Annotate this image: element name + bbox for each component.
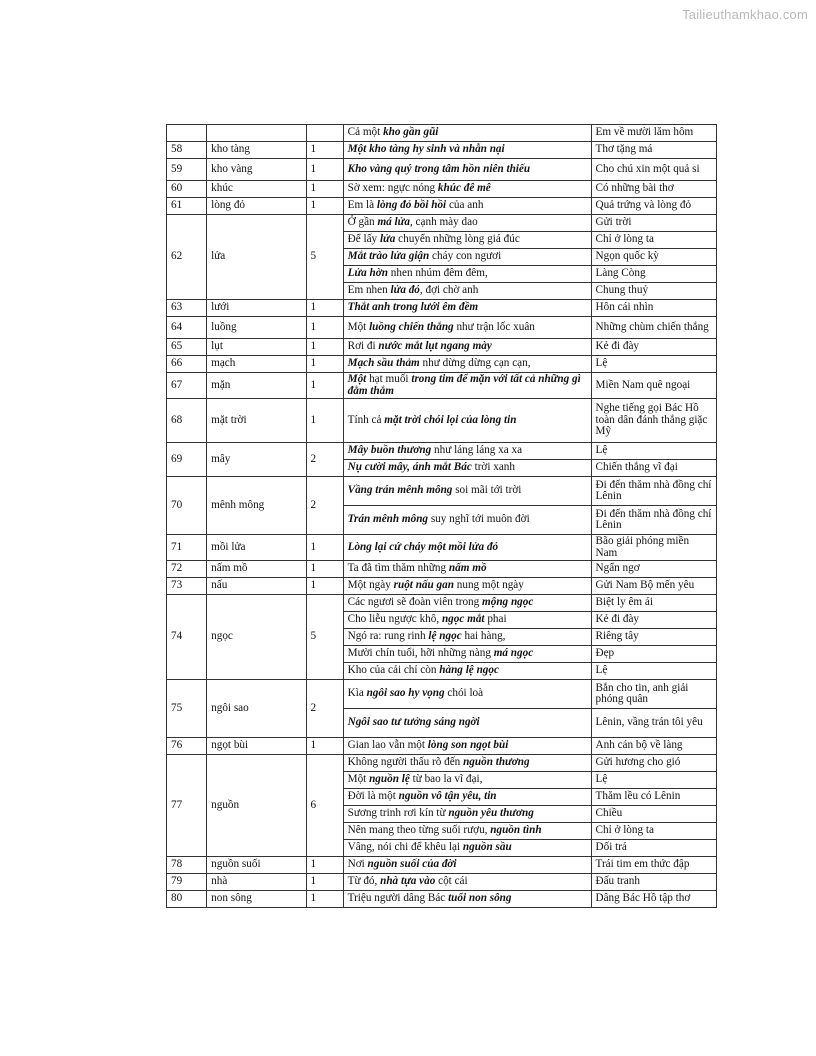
- highlight-phrase: nấm mồ: [448, 562, 487, 575]
- highlight-phrase: Một kho tàng hy sinh và nhẫn nại: [347, 143, 505, 156]
- table-row: [167, 215, 717, 232]
- entry-word: lưới: [207, 300, 306, 317]
- verse-context: Đời là một nguồn vô tận yêu, tin: [343, 789, 591, 806]
- entry-number: 71: [167, 535, 207, 561]
- entry-count: 1: [306, 373, 343, 399]
- entry-count: 2: [306, 477, 343, 535]
- table-row: [167, 356, 717, 373]
- poem-title: Lệ: [591, 772, 716, 789]
- entry-count: 1: [306, 561, 343, 578]
- highlight-phrase: mặt trời chói lọi của lòng tin: [384, 413, 517, 426]
- highlight-phrase: Vầng trán mênh mông: [347, 484, 453, 497]
- entry-number: 68: [167, 399, 207, 443]
- highlight-phrase: Ngôi sao tư tưởng sáng ngời: [347, 716, 480, 729]
- verse-context: Ở gần má lửa, cạnh mày dao: [343, 215, 591, 232]
- entry-count: [306, 125, 343, 142]
- verse-context: Nụ cười mây, ánh mắt Bác trời xanh: [343, 460, 591, 477]
- verse-context: [343, 709, 591, 738]
- highlight-phrase: lòng son ngọt bùi: [427, 739, 509, 752]
- entry-number: [167, 125, 207, 142]
- highlight-phrase: mộng ngọc: [482, 596, 534, 609]
- entry-number: 75: [167, 680, 207, 738]
- table-row: [167, 373, 717, 399]
- verse-context: Một ngày ruột nấu gan nung một ngày: [343, 578, 591, 595]
- entry-number: 63: [167, 300, 207, 317]
- table-row: [167, 142, 717, 159]
- entry-count: 1: [306, 857, 343, 874]
- entry-word: non sông: [207, 891, 306, 908]
- poem-title: Thơ tặng má: [591, 142, 716, 159]
- entry-count: 2: [306, 443, 343, 477]
- entry-word: luồng: [207, 317, 306, 339]
- highlight-phrase: lửa: [379, 233, 396, 246]
- highlight-phrase: Thắt anh trong lưới êm đềm: [347, 301, 479, 314]
- poem-title: Anh cán bộ về làng: [591, 738, 716, 755]
- poem-title: Gửi Nam Bộ mến yêu: [591, 578, 716, 595]
- entry-number: 79: [167, 874, 207, 891]
- verse-context: [343, 535, 591, 561]
- highlight-phrase: lòng đỏ bồi hồi: [376, 199, 447, 212]
- entry-number: 70: [167, 477, 207, 535]
- poem-title: Đẹp: [591, 646, 716, 663]
- verse-context: Kho của cải chỉ còn hàng lệ ngọc: [343, 663, 591, 680]
- entry-number: 80: [167, 891, 207, 908]
- highlight-phrase: kho gần gũi: [383, 126, 439, 139]
- entry-number: 59: [167, 159, 207, 181]
- poem-title: Dâng Bác Hồ tập thơ: [591, 891, 716, 908]
- table-row: [167, 738, 717, 755]
- table-row: [167, 755, 717, 772]
- poem-title: Chiều: [591, 806, 716, 823]
- table-row: [167, 561, 717, 578]
- entry-word: khúc: [207, 181, 306, 198]
- entry-count: 1: [306, 399, 343, 443]
- word-table: [166, 124, 717, 908]
- entry-word: nguồn suối: [207, 857, 306, 874]
- verse-context: Trán mênh mông suy nghĩ tới muôn đời: [343, 506, 591, 535]
- verse-context: Gian lao vẫn một lòng son ngọt bùi: [343, 738, 591, 755]
- verse-context: Rơi đi nước mắt lụt ngang mày: [343, 339, 591, 356]
- entry-count: 1: [306, 738, 343, 755]
- entry-count: 1: [306, 300, 343, 317]
- highlight-phrase: Kho vàng quý trong tâm hồn niên thiếu: [347, 162, 531, 175]
- entry-number: 77: [167, 755, 207, 857]
- verse-context: Mạch sầu thảm như dừng dừng cạn cạn,: [343, 356, 591, 373]
- verse-context: Để lấy lửa chuyển những lòng giá đúc: [343, 232, 591, 249]
- entry-word: nấu: [207, 578, 306, 595]
- verse-context: Em là lòng đỏ bồi hồi của anh: [343, 198, 591, 215]
- highlight-phrase: luồng chiến thắng: [369, 320, 454, 333]
- table-row: [167, 857, 717, 874]
- verse-context: Mây buồn thương như láng láng xa xa: [343, 443, 591, 460]
- entry-number: 67: [167, 373, 207, 399]
- verse-context: Các ngươi sẽ đoàn viên trong mộng ngọc: [343, 595, 591, 612]
- entry-word: kho vàng: [207, 159, 306, 181]
- entry-word: lòng đỏ: [207, 198, 306, 215]
- highlight-phrase: nhà tựa vào: [380, 875, 436, 888]
- verse-context: Ta đã tìm thăm những nấm mồ: [343, 561, 591, 578]
- highlight-phrase: Lòng lại cứ cháy một mồi lửa đỏ: [347, 540, 499, 553]
- poem-title: Em về mười lăm hôm: [591, 125, 716, 142]
- table-row: [167, 159, 717, 181]
- poem-title: Gửi hương cho gió: [591, 755, 716, 772]
- table-row: [167, 891, 717, 908]
- entry-word: ngọt bùi: [207, 738, 306, 755]
- verse-context: Ngó ra: rung rinh lệ ngọc hai hàng,: [343, 629, 591, 646]
- highlight-phrase: tuổi non sông: [448, 892, 512, 905]
- entry-number: 62: [167, 215, 207, 300]
- table-row: [167, 198, 717, 215]
- highlight-phrase: nước mắt lụt ngang mày: [378, 340, 492, 353]
- entry-number: 66: [167, 356, 207, 373]
- entry-count: 1: [306, 578, 343, 595]
- highlight-phrase: nguồn suối của đời: [367, 858, 457, 871]
- table-row: [167, 300, 717, 317]
- poem-title: Đi đến thăm nhà đồng chí Lênin: [591, 506, 716, 535]
- entry-count: 5: [306, 595, 343, 680]
- verse-context: Em nhen lửa đỏ, đợi chờ anh: [343, 283, 591, 300]
- highlight-phrase: nguồn tình: [490, 824, 542, 837]
- entry-count: 5: [306, 215, 343, 300]
- entry-count: 1: [306, 356, 343, 373]
- table-row: [167, 874, 717, 891]
- verse-context: Một luồng chiến thắng như trận lốc xuân: [343, 317, 591, 339]
- verse-context: Từ đó, nhà tựa vào cột cái: [343, 874, 591, 891]
- highlight-phrase: nguồn lệ: [369, 773, 410, 786]
- poem-title: Dối trá: [591, 840, 716, 857]
- verse-context: [343, 142, 591, 159]
- poem-title: Thăm lều có Lênin: [591, 789, 716, 806]
- entry-count: 6: [306, 755, 343, 857]
- entry-word: mây: [207, 443, 306, 477]
- table-row: [167, 339, 717, 356]
- poem-title: Những chùm chiến thắng: [591, 317, 716, 339]
- poem-title: Lệ: [591, 663, 716, 680]
- entry-word: mồi lửa: [207, 535, 306, 561]
- poem-title: Làng Còng: [591, 266, 716, 283]
- verse-context: Nơi nguồn suối của đời: [343, 857, 591, 874]
- verse-context: Vâng, nói chi để khêu lại nguồn sầu: [343, 840, 591, 857]
- table-row: [167, 578, 717, 595]
- highlight-phrase: hàng lệ ngọc: [439, 664, 499, 677]
- table-row: [167, 680, 717, 709]
- entry-word: mênh mông: [207, 477, 306, 535]
- poem-title: Riêng tây: [591, 629, 716, 646]
- highlight-phrase: Trán mênh mông: [347, 513, 429, 526]
- poem-title: Có những bài thơ: [591, 181, 716, 198]
- entry-count: 1: [306, 142, 343, 159]
- entry-word: [207, 125, 306, 142]
- table-row: [167, 477, 717, 506]
- table-row: [167, 535, 717, 561]
- highlight-phrase: Lửa hờn: [347, 267, 388, 280]
- poem-title: Lênin, vầng trán tôi yêu: [591, 709, 716, 738]
- entry-count: 1: [306, 535, 343, 561]
- highlight-phrase: ruột nấu gan: [393, 579, 454, 592]
- poem-title: Đi đến thăm nhà đồng chí Lênin: [591, 477, 716, 506]
- highlight-phrase: Mạch sầu thảm: [347, 357, 420, 370]
- entry-number: 65: [167, 339, 207, 356]
- poem-title: Lệ: [591, 356, 716, 373]
- entry-word: lửa: [207, 215, 306, 300]
- entry-number: 64: [167, 317, 207, 339]
- poem-title: Kẻ đi đày: [591, 612, 716, 629]
- entry-count: 1: [306, 874, 343, 891]
- poem-title: Bão giải phóng miền Nam: [591, 535, 716, 561]
- verse-context: Một nguồn lệ từ bao la vĩ đại,: [343, 772, 591, 789]
- entry-count: 1: [306, 198, 343, 215]
- entry-number: 78: [167, 857, 207, 874]
- verse-context: [343, 159, 591, 181]
- verse-context: Cho liễu ngược khô, ngọc mắt phai: [343, 612, 591, 629]
- poem-title: Lệ: [591, 443, 716, 460]
- highlight-phrase: Nụ cười mây, ánh mắt Bác: [347, 461, 472, 474]
- poem-title: Biệt ly êm ái: [591, 595, 716, 612]
- highlight-phrase: ngôi sao hy vọng: [366, 687, 445, 700]
- poem-title: Kẻ đi đày: [591, 339, 716, 356]
- highlight-phrase: lệ ngọc: [428, 630, 462, 643]
- poem-title: Đấu tranh: [591, 874, 716, 891]
- verse-context: Nên mang theo từng suối rượu, nguồn tình: [343, 823, 591, 840]
- verse-context: [343, 300, 591, 317]
- highlight-phrase: khúc đê mê: [437, 182, 491, 195]
- highlight-phrase: nguồn sầu: [462, 841, 512, 854]
- highlight-phrase: Một: [347, 373, 367, 385]
- poem-title: Chiến thắng vĩ đại: [591, 460, 716, 477]
- site-watermark: Tailieuthamkhao.com: [682, 7, 808, 22]
- table-row: [167, 181, 717, 198]
- table-row: [167, 595, 717, 612]
- entry-number: 61: [167, 198, 207, 215]
- poem-title: Chỉ ở lòng ta: [591, 823, 716, 840]
- verse-context: Kìa ngôi sao hy vọng chói loà: [343, 680, 591, 709]
- entry-count: 1: [306, 181, 343, 198]
- poem-title: Chỉ ở lòng ta: [591, 232, 716, 249]
- table-row: [167, 399, 717, 443]
- verse-context: Vầng trán mênh mông soi mãi tới trời: [343, 477, 591, 506]
- entry-number: 69: [167, 443, 207, 477]
- poem-title: Hôn cái nhìn: [591, 300, 716, 317]
- poem-title: Chung thuỷ: [591, 283, 716, 300]
- poem-title: Nghe tiếng gọi Bác Hồ toàn dân đánh thắng giặc Mỹ: [591, 399, 716, 443]
- verse-context: Không người thấu rõ đến nguồn thương: [343, 755, 591, 772]
- entry-count: 1: [306, 339, 343, 356]
- highlight-phrase: trong tim để mặn với tất cả những gì đằm thắm: [347, 373, 581, 397]
- highlight-phrase: lửa đỏ: [390, 284, 420, 297]
- entry-word: nhà: [207, 874, 306, 891]
- entry-number: 74: [167, 595, 207, 680]
- poem-title: Trái tim em thức đập: [591, 857, 716, 874]
- poem-title: Ngẩn ngơ: [591, 561, 716, 578]
- entry-word: nguồn: [207, 755, 306, 857]
- entry-number: 76: [167, 738, 207, 755]
- verse-context: Một hạt muối trong tim để mặn với tất cả những gì đằm thắm: [343, 373, 591, 399]
- entry-word: ngôi sao: [207, 680, 306, 738]
- table-body: [167, 125, 717, 908]
- poem-title: Gửi trời: [591, 215, 716, 232]
- table-row: [167, 443, 717, 460]
- poem-title: Ngọn quốc kỳ: [591, 249, 716, 266]
- entry-word: lụt: [207, 339, 306, 356]
- entry-number: 60: [167, 181, 207, 198]
- entry-word: mặn: [207, 373, 306, 399]
- entry-number: 73: [167, 578, 207, 595]
- table-row: [167, 125, 717, 142]
- entry-word: mặt trời: [207, 399, 306, 443]
- entry-word: mạch: [207, 356, 306, 373]
- highlight-phrase: nguồn thương: [463, 756, 530, 769]
- highlight-phrase: má ngọc: [493, 647, 534, 660]
- verse-context: Cả một kho gần gũi: [343, 125, 591, 142]
- highlight-phrase: má lửa: [377, 216, 410, 229]
- poem-title: Miền Nam quê ngoại: [591, 373, 716, 399]
- poem-title: Quả trứng và lòng đỏ: [591, 198, 716, 215]
- poem-title: Bắn cho tin, anh giải phóng quân: [591, 680, 716, 709]
- highlight-phrase: nguồn vô tận yêu, tin: [398, 790, 497, 803]
- entry-count: 1: [306, 317, 343, 339]
- verse-context: Tính cả mặt trời chói lọi của lòng tin: [343, 399, 591, 443]
- entry-word: ngọc: [207, 595, 306, 680]
- verse-context: Lửa hờn nhen nhúm đêm đêm,: [343, 266, 591, 283]
- entry-word: nấm mồ: [207, 561, 306, 578]
- verse-context: Triệu người dâng Bác tuổi non sông: [343, 891, 591, 908]
- highlight-phrase: Mắt trào lửa giận: [347, 250, 430, 263]
- table-row: [167, 317, 717, 339]
- verse-context: Sờ xem: ngực nóng khúc đê mê: [343, 181, 591, 198]
- entry-count: 1: [306, 159, 343, 181]
- verse-context: Sương trinh rơi kín từ nguồn yêu thương: [343, 806, 591, 823]
- entry-number: 72: [167, 561, 207, 578]
- entry-count: 1: [306, 891, 343, 908]
- highlight-phrase: nguồn yêu thương: [448, 807, 534, 820]
- entry-count: 2: [306, 680, 343, 738]
- verse-context: Mười chín tuổi, hỡi những nàng má ngọc: [343, 646, 591, 663]
- verse-context: Mắt trào lửa giận cháy con ngươi: [343, 249, 591, 266]
- entry-number: 58: [167, 142, 207, 159]
- poem-title: Cho chú xin một quả si: [591, 159, 716, 181]
- highlight-phrase: Mây buồn thương: [347, 444, 432, 457]
- highlight-phrase: ngọc mắt: [441, 613, 485, 626]
- entry-word: kho tàng: [207, 142, 306, 159]
